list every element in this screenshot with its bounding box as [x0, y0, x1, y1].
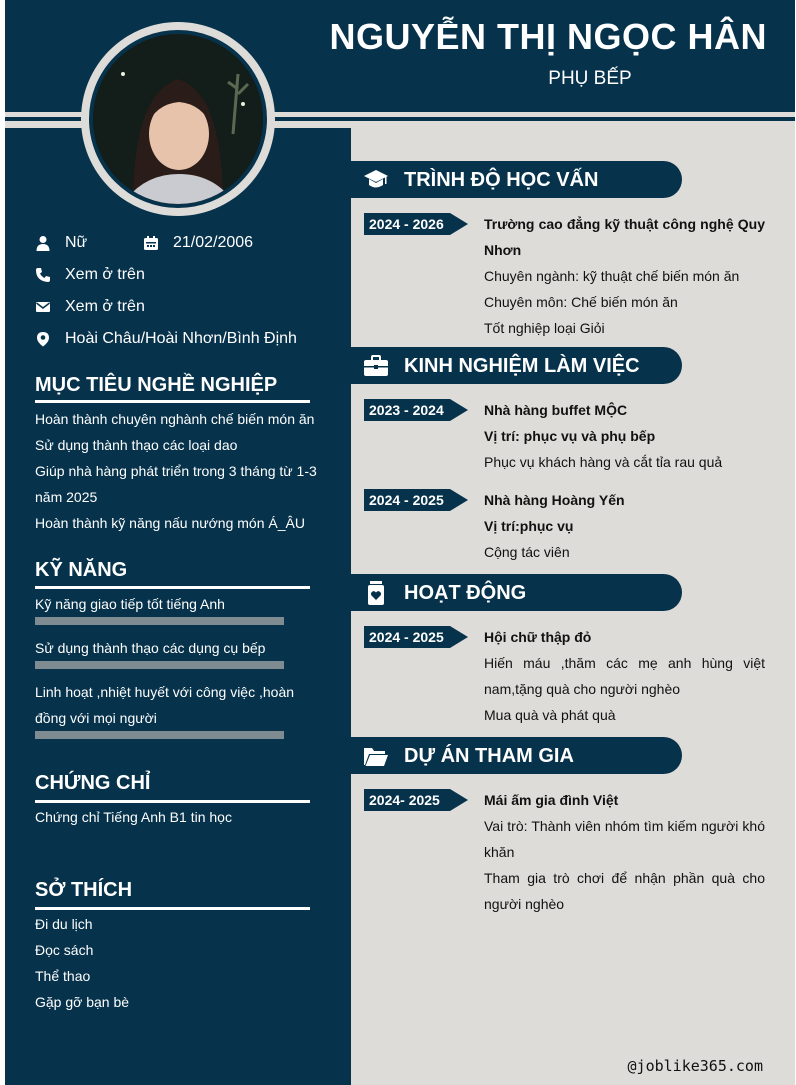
candidate-name: NGUYỄN THỊ NGỌC HÂN: [329, 16, 767, 57]
gender-row: [35, 234, 87, 252]
projects-header: [351, 737, 682, 774]
briefcase-icon: [363, 353, 389, 379]
entry-line: Tốt nghiệp loại Giỏi: [484, 320, 605, 336]
hobby-item: Gặp gỡ bạn bè: [35, 994, 130, 1010]
skill-level-bar: [35, 731, 284, 739]
objective-list: [35, 406, 325, 536]
entry-line: Phục vụ khách hàng và cắt tỉa rau quả: [484, 454, 723, 470]
phone-icon: [35, 267, 51, 283]
position-text: Vị trí: phục vụ và phụ bếp: [484, 428, 656, 444]
period-text: 2024- 2025: [369, 792, 440, 808]
objective-item: Giúp nhà hàng phát triển trong 3 tháng từ 1-3 năm 2025: [35, 463, 317, 505]
watermark: @joblike365.com: [627, 1057, 763, 1075]
job-title: PHỤ BẾP: [548, 68, 632, 89]
certificate-item: Chứng chỉ Tiếng Anh B1 tin học: [35, 809, 232, 825]
education-header: [351, 161, 682, 198]
avatar: [89, 30, 267, 208]
hobbies-title: SỞ THÍCH: [35, 879, 133, 901]
badge-icon: [363, 580, 389, 606]
objective-item: Hoàn thành kỹ năng nấu nướng món Á_ÂU: [35, 515, 305, 531]
gender-value: Nữ: [65, 234, 88, 251]
entry-line: Cộng tác viên: [484, 544, 570, 560]
dob-row: [143, 234, 253, 252]
graduation-cap-icon: [363, 167, 389, 193]
calendar-icon: [143, 235, 159, 251]
phone-row: [35, 266, 145, 284]
activities-header: [351, 574, 682, 611]
experience-title: KINH NGHIỆM LÀM VIỆC: [404, 355, 640, 377]
objective-item: Hoàn thành chuyên nghành chế biến món ăn: [35, 411, 315, 427]
portrait-image: [93, 34, 263, 204]
period-text: 2024 - 2026: [369, 216, 444, 232]
address-value: Hoài Châu/Hoài Nhơn/Bình Định: [65, 330, 297, 347]
hobbies-rule: [35, 907, 310, 910]
project-entry: [484, 787, 765, 917]
period-text: 2024 - 2025: [369, 629, 444, 645]
entry-line: Tham gia trò chơi để nhận phần quà cho người nghèo: [484, 870, 765, 912]
company-name: Nhà hàng Hoàng Yến: [484, 492, 625, 508]
hobby-item: Đi du lịch: [35, 916, 93, 932]
project-name: Mái ấm gia đình Việt: [484, 792, 619, 808]
activities-title: HOẠT ĐỘNG: [404, 582, 527, 604]
company-name: Nhà hàng buffet MỘC: [484, 402, 628, 418]
experience-entry: [484, 487, 765, 565]
organization-name: Hội chữ thập đỏ: [484, 629, 592, 645]
email-value: Xem ở trên: [65, 298, 145, 315]
dob-value: 21/02/2006: [173, 234, 254, 251]
skill-level-bar: [35, 661, 284, 669]
resume-page: [5, 0, 795, 1085]
folder-icon: [363, 743, 389, 769]
experience-entry: [484, 397, 765, 475]
hobby-item: Đọc sách: [35, 942, 94, 958]
address-row: [35, 330, 297, 348]
entry-line: Chuyên ngành: kỹ thuật chế biến món ăn: [484, 268, 740, 284]
user-icon: [35, 235, 51, 251]
certificates-rule: [35, 800, 310, 803]
mail-icon: [35, 299, 51, 315]
email-row: [35, 298, 145, 316]
skill-level-bar: [35, 617, 284, 625]
certificates-title: CHỨNG CHỈ: [35, 772, 151, 794]
objective-title: MỤC TIÊU NGHỀ NGHIỆP: [35, 374, 278, 396]
entry-line: Chuyên môn: Chế biến món ăn: [484, 294, 678, 310]
education-entry: [484, 211, 765, 341]
skill-label: Kỹ năng giao tiếp tốt tiếng Anh: [35, 596, 225, 612]
position-text: Vị trí:phục vụ: [484, 518, 574, 534]
skill-label: Linh hoạt ,nhiệt huyết với công việc ,hoàn đồng với mọi người: [35, 684, 295, 726]
period-text: 2024 - 2025: [369, 492, 444, 508]
period-text: 2023 - 2024: [369, 402, 444, 418]
skills-rule: [35, 586, 310, 589]
experience-header: [351, 347, 682, 384]
objective-item: Sử dụng thành thạo các loại dao: [35, 437, 238, 453]
entry-line: Hiến máu ,thăm các mẹ anh hùng việt nam,tặng quà cho người nghèo: [484, 655, 765, 697]
hobbies-list: [35, 911, 325, 1015]
school-name: Trường cao đẳng kỹ thuật công nghệ Quy Nhơn: [484, 216, 765, 258]
objective-rule: [35, 400, 310, 403]
projects-title: DỰ ÁN THAM GIA: [404, 745, 574, 767]
entry-line: Mua quà và phát quà: [484, 707, 616, 723]
skills-title: KỸ NĂNG: [35, 559, 128, 581]
location-icon: [35, 331, 51, 347]
skill-label: Sử dụng thành thạo các dụng cụ bếp: [35, 640, 266, 656]
education-title: TRÌNH ĐỘ HỌC VẤN: [404, 169, 599, 191]
phone-value: Xem ở trên: [65, 266, 145, 283]
activity-entry: [484, 624, 765, 728]
hobby-item: Thể thao: [35, 968, 91, 984]
entry-line: Vai trò: Thành viên nhóm tìm kiếm người khó khăn: [484, 818, 765, 860]
